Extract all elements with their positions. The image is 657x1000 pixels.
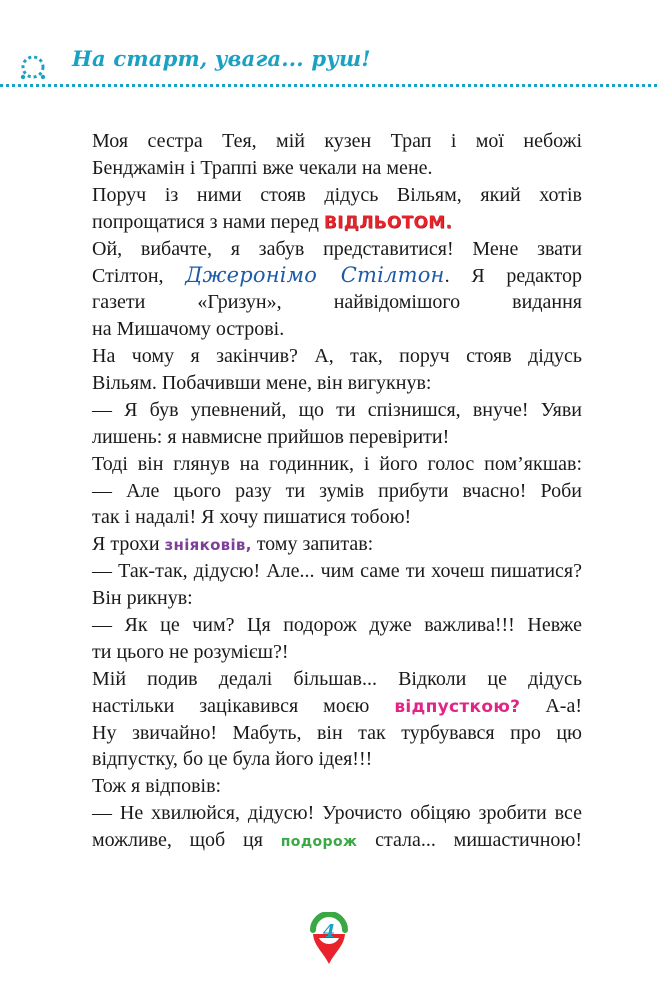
text-line: Мій подив дедалі більшав... Відколи це дідусь — [92, 667, 582, 690]
running-header-title: На старт, увага... руш! — [72, 46, 371, 71]
text-line — [92, 827, 582, 854]
text-segment: попрощатися з нами перед — [92, 210, 324, 233]
text-segment: стала... мишастичною! — [357, 829, 583, 852]
text-segment: Я трохи — [92, 533, 165, 556]
text-line: — Але цього разу ти зумів прибути вчасно! Роби — [92, 479, 582, 502]
text-line: — Як це чим? Ця подорож дуже важлива!!! Невже — [92, 614, 582, 637]
text-line: Поруч із ними стояв дідусь Вільям, який хотів — [92, 183, 582, 206]
text-line: Тож я відповів: — [92, 775, 222, 798]
story-text — [92, 128, 582, 854]
text-segment: тому запитав: — [251, 533, 374, 556]
dotted-circle-icon — [18, 52, 48, 82]
text-line — [92, 209, 582, 236]
text-line: газети «Гризун», найвідомішого видання — [92, 291, 582, 314]
text-line: так і надалі! Я хочу пишатися тобою! — [92, 506, 412, 529]
text-line: лишень: я навмисне прийшов перевірити! — [92, 425, 450, 448]
text-line — [92, 693, 582, 720]
highlighted-word: подорож — [280, 834, 358, 851]
text-line: Він рикнув: — [92, 587, 193, 610]
text-line: На чому я закінчив? А, так, поруч стояв дідусь — [92, 345, 582, 368]
text-line: ти цього не розумієш?! — [92, 640, 289, 663]
text-line: на Мишачому острові. — [92, 318, 285, 341]
text-segment: Стілтон, — [92, 265, 186, 288]
highlighted-word: відпусткою? — [394, 696, 521, 717]
text-line: — Не хвилюйся, дідусю! Урочисто обіцяю зробити все — [92, 802, 582, 825]
author-name-decorated: Джеронімо Стілтон — [185, 263, 445, 288]
header-divider — [0, 84, 657, 87]
text-segment: настільки зацікавився моєю — [92, 694, 395, 717]
text-line: Ой, вибачте, я забув представитися! Мене звати — [92, 237, 582, 260]
text-line: Бенджамін і Траппі вже чекали на мене. — [92, 156, 433, 179]
text-line — [92, 262, 582, 289]
text-line: Моя сестра Тея, мій кузен Трап і мої небожі — [92, 130, 582, 152]
text-line: Ну звичайно! Мабуть, він так турбувався про цю — [92, 721, 582, 744]
text-segment: . Я редактор — [444, 265, 582, 288]
text-line — [92, 531, 582, 558]
page-number: 4 — [322, 921, 336, 942]
page-number-badge — [309, 912, 349, 972]
text-segment: А-а! — [520, 694, 582, 717]
text-line: — Так-так, дідусю! Але... чим саме ти хочеш пишатися? — [92, 560, 582, 583]
text-line: Тоді він глянув на годинник, і його голос пом’якшав: — [92, 452, 582, 475]
highlighted-word: ВІДЛЬОТОМ. — [323, 212, 453, 233]
highlighted-word: зніяковів, — [164, 536, 252, 555]
page-header — [0, 0, 657, 100]
text-line: — Я був упевнений, що ти спізнишся, внуче! Уяви — [92, 398, 582, 421]
text-line: Вільям. Побачивши мене, він вигукнув: — [92, 372, 432, 395]
text-segment: можливе, щоб ця — [92, 829, 281, 852]
text-line: відпустку, бо це була його ідея!!! — [92, 748, 373, 771]
